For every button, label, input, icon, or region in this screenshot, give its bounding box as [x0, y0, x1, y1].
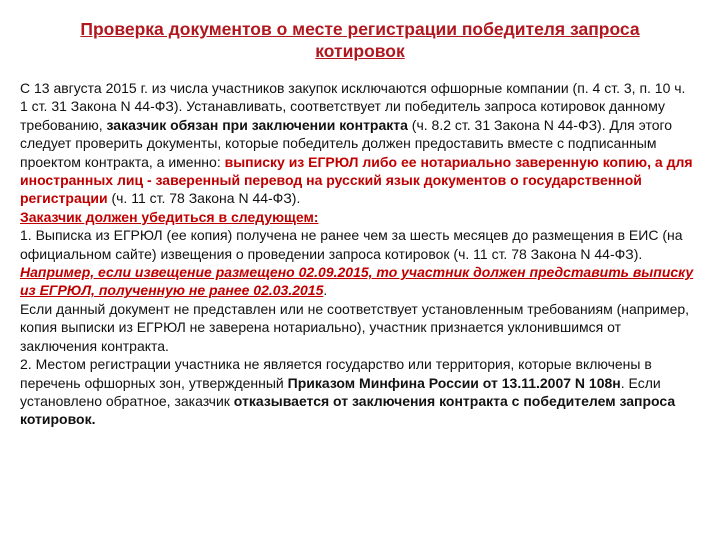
- text-egrul-extract-requirement: выписку из ЕГРЮЛ либо ее нотариально заверенную копию, а для иностранных лиц - заверенный перевод на русский язык документов о государственной регистрации: [20, 153, 693, 207]
- paragraph-example: [20, 263, 696, 300]
- heading-customer-must-verify: Заказчик должен убедиться в следующем:: [20, 208, 319, 225]
- paragraph-evasion: Если данный документ не представлен или не соответствует установленным требованиям (например, копия выписки из ЕГРЮЛ не заверена нотариально), участник признается уклонившимся от заключения контракта.: [20, 300, 690, 354]
- text-law-reference: (ч. 11 ст. 78 Закона N 44-ФЗ).: [107, 190, 301, 207]
- text-if-otherwise: . Если установлено обратное, заказчик: [20, 374, 661, 409]
- document-body: [20, 79, 696, 429]
- text-example-dates: Например, если извещение размещено 02.09.2015, то участник должен представить выписку из ЕГРЮЛ, полученную не ранее 02.03.2015: [20, 264, 694, 299]
- text-documents-check: (ч. 8.2 ст. 31 Закона N 44-ФЗ). Для этого следует проверить документы, которые победитель должен предоставить вместе с подписанным проектом контракта, а именно:: [20, 116, 673, 170]
- text-offshore-intro: С 13 августа 2015 г. из числа участников закупок исключаются офшорные компании (п. 4 ст. 3, п. 10 ч. 1 ст. 31 Закона N 44-ФЗ). Устанавливать, соответствует ли победитель запроса котировок данному требованию,: [20, 80, 686, 133]
- text-example-end: .: [323, 282, 328, 299]
- text-offshore-list: 2. Местом регистрации участника не является государство или территория, которые включены в перечень офшорных зон, утвержденный: [20, 356, 652, 391]
- text-customer-obliged: заказчик обязан при заключении контракта: [106, 116, 408, 133]
- text-minfin-order: Приказом Минфина России от 13.11.2007 N 108н: [287, 374, 621, 391]
- paragraph-offshore-registration: [20, 355, 696, 429]
- paragraph-egrul-validity: 1. Выписка из ЕГРЮЛ (ее копия) получена не ранее чем за шесть месяцев до размещения в ЕИС (на официальном сайте) извещения о проведении запроса котировок (ч. 11 ст. 78 Закона N 44-ФЗ).: [20, 227, 683, 262]
- text-refuse-contract: отказывается от заключения контракта с победителем запроса котировок.: [20, 392, 676, 428]
- paragraph-offshore-exclusion: [20, 79, 696, 208]
- page-title: Проверка документов о месте регистрации победителя запроса котировок: [80, 19, 640, 61]
